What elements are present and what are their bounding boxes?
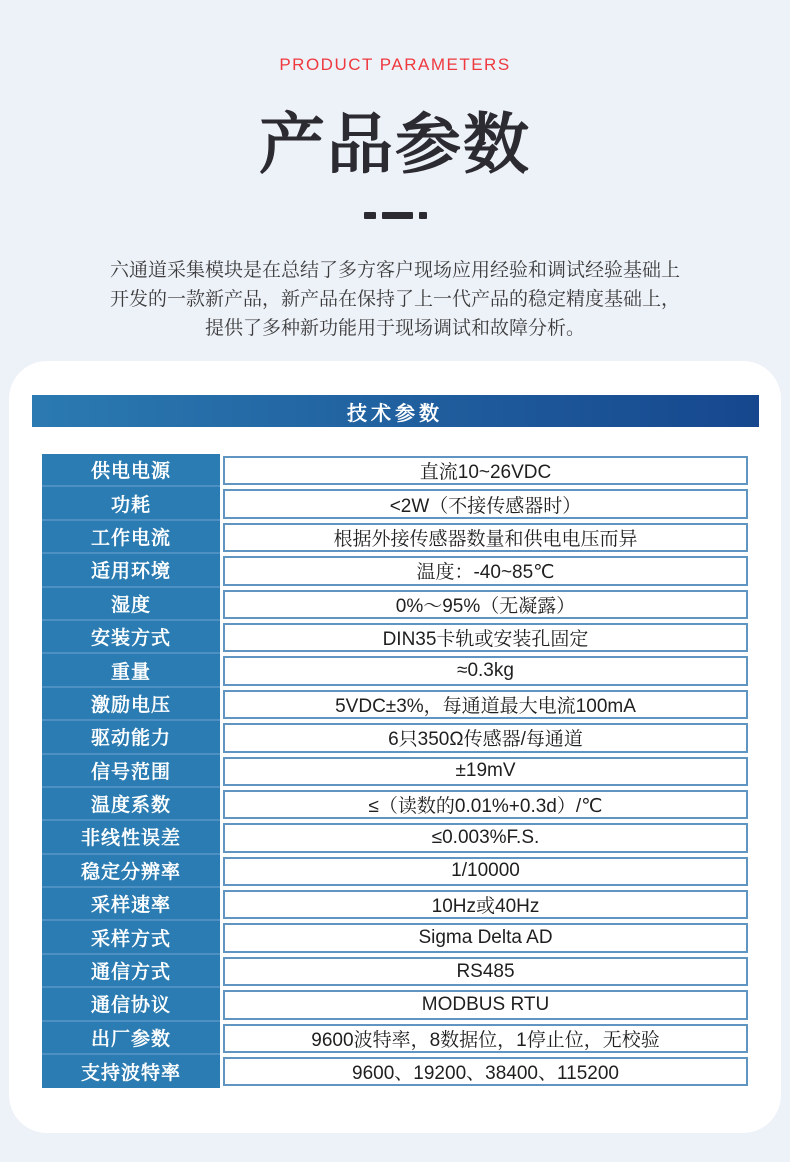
table-row [42,888,748,921]
param-value: ≈0.3kg [223,656,748,685]
param-value: 1/10000 [223,857,748,886]
param-value: 9600、19200、38400、115200 [223,1057,748,1086]
table-row [42,688,748,721]
title-divider [0,212,790,219]
param-value: MODBUS RTU [223,990,748,1019]
intro-line: 开发的一款新产品，新产品在保持了上一代产品的稳定精度基础上， [109,289,680,310]
param-label: 通信协议 [42,988,220,1021]
param-value: ≤（读数的0.01%+0.3d）/℃ [223,790,748,819]
param-label: 采样方式 [42,921,220,954]
intro-line: 六通道采集模块是在总结了多方客户现场应用经验和调试经验基础上 [109,260,680,281]
param-value: 根据外接传感器数量和供电电压而异 [223,523,748,552]
param-value: Sigma Delta AD [223,923,748,952]
param-label: 工作电流 [42,521,220,554]
table-row [42,487,748,520]
table-row [42,1055,748,1088]
divider-dash-small [364,212,376,219]
table-row [42,788,748,821]
table-row [42,821,748,854]
param-value: <2W（不接传感器时） [223,489,748,518]
table-row [42,1022,748,1055]
section-title-bar [32,395,759,427]
table-row [42,955,748,988]
eyebrow-text: PRODUCT PARAMETERS [279,55,511,74]
table-row [42,588,748,621]
param-value: 6只350Ω传感器/每通道 [223,723,748,752]
param-value: ±19mV [223,757,748,786]
table-row [42,654,748,687]
table-row [42,554,748,587]
table-row [42,755,748,788]
param-label: 出厂参数 [42,1022,220,1055]
param-value: DIN35卡轨或安装孔固定 [223,623,748,652]
param-value: 9600波特率，8数据位，1停止位，无校验 [223,1024,748,1053]
param-label: 非线性误差 [42,821,220,854]
table-row [42,921,748,954]
param-value: 10Hz或40Hz [223,890,748,919]
table-row [42,521,748,554]
param-label: 信号范围 [42,755,220,788]
page-title: 产品参数 [259,107,531,181]
param-label: 支持波特率 [42,1055,220,1088]
param-value: 5VDC±3%，每通道最大电流100mA [223,690,748,719]
intro-paragraph [0,256,790,343]
table-row [42,721,748,754]
param-label: 稳定分辨率 [42,855,220,888]
param-value: 温度：-40~85℃ [223,556,748,585]
param-label: 功耗 [42,487,220,520]
table-row [42,988,748,1021]
divider-dash-small [419,212,427,219]
param-label: 采样速率 [42,888,220,921]
section-title: 技术参数 [347,402,443,425]
param-label: 激励电压 [42,688,220,721]
param-value: 直流10~26VDC [223,456,748,485]
param-label: 重量 [42,654,220,687]
divider-dash-long [382,212,413,219]
param-label: 湿度 [42,588,220,621]
param-label: 温度系数 [42,788,220,821]
param-label: 适用环境 [42,554,220,587]
table-row [42,621,748,654]
params-table [42,454,748,1088]
param-value: 0%～95%（无凝露） [223,590,748,619]
param-label: 安装方式 [42,621,220,654]
hero-section [0,0,790,343]
param-value: RS485 [223,957,748,986]
spec-card [9,361,781,1133]
param-value: ≤0.003%F.S. [223,823,748,852]
intro-line: 提供了多种新功能用于现场调试和故障分析。 [204,318,585,339]
param-label: 供电电源 [42,454,220,487]
param-label: 驱动能力 [42,721,220,754]
table-row [42,454,748,487]
param-label: 通信方式 [42,955,220,988]
table-row [42,855,748,888]
